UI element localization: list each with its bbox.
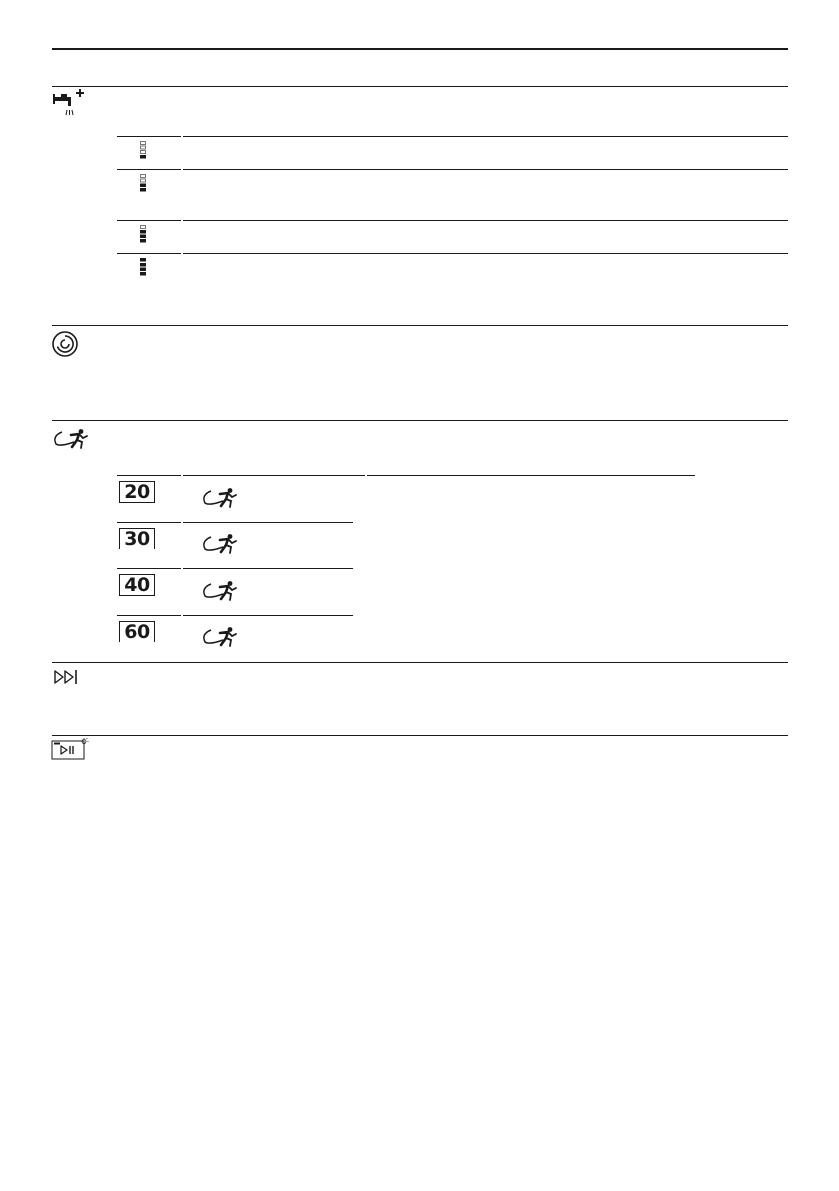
level-rule-4b xyxy=(183,253,788,254)
temperature-60-label: 60 xyxy=(119,621,155,642)
level-rule-2b xyxy=(183,169,788,170)
level-rule-3a xyxy=(117,220,181,221)
temp-rule-1a xyxy=(117,522,181,523)
temp-header-rule-a xyxy=(117,475,181,476)
level-1-icon xyxy=(140,141,146,159)
speed-icon xyxy=(198,487,240,509)
level-3-icon xyxy=(140,225,146,243)
speed-icon xyxy=(198,580,240,602)
section-rule-speed xyxy=(52,420,788,421)
level-rule-4a xyxy=(117,253,181,254)
section-rule-skip xyxy=(52,662,788,663)
level-2-icon xyxy=(140,174,146,192)
temp-rule-1b xyxy=(183,522,353,523)
speed-icon xyxy=(198,533,240,555)
level-rule-1a xyxy=(117,136,181,137)
temp-rule-3b xyxy=(183,615,353,616)
level-rule-2a xyxy=(117,169,181,170)
temperature-20-label: 20 xyxy=(119,481,155,503)
skip-forward-icon xyxy=(54,669,80,685)
temperature-30-label: 30 xyxy=(119,528,155,549)
temp-header-rule-b xyxy=(183,475,365,476)
speed-icon xyxy=(198,626,240,648)
section-rule-start-pause xyxy=(52,735,788,736)
section-rule-hygiene xyxy=(52,325,788,326)
start-pause-button-icon xyxy=(51,738,89,760)
temp-header-rule-c xyxy=(367,475,695,476)
speed-icon xyxy=(50,428,90,450)
level-rule-1b xyxy=(183,136,788,137)
hygiene-cycle-icon xyxy=(51,330,79,358)
top-rule xyxy=(52,48,788,50)
temperature-40-label: 40 xyxy=(119,574,155,596)
water-plus-icon xyxy=(52,88,88,118)
header-rule xyxy=(52,86,788,87)
temp-rule-2a xyxy=(117,568,181,569)
level-rule-3b xyxy=(183,220,788,221)
temp-rule-3a xyxy=(117,615,181,616)
temp-rule-2b xyxy=(183,568,353,569)
level-4-icon xyxy=(140,258,146,276)
